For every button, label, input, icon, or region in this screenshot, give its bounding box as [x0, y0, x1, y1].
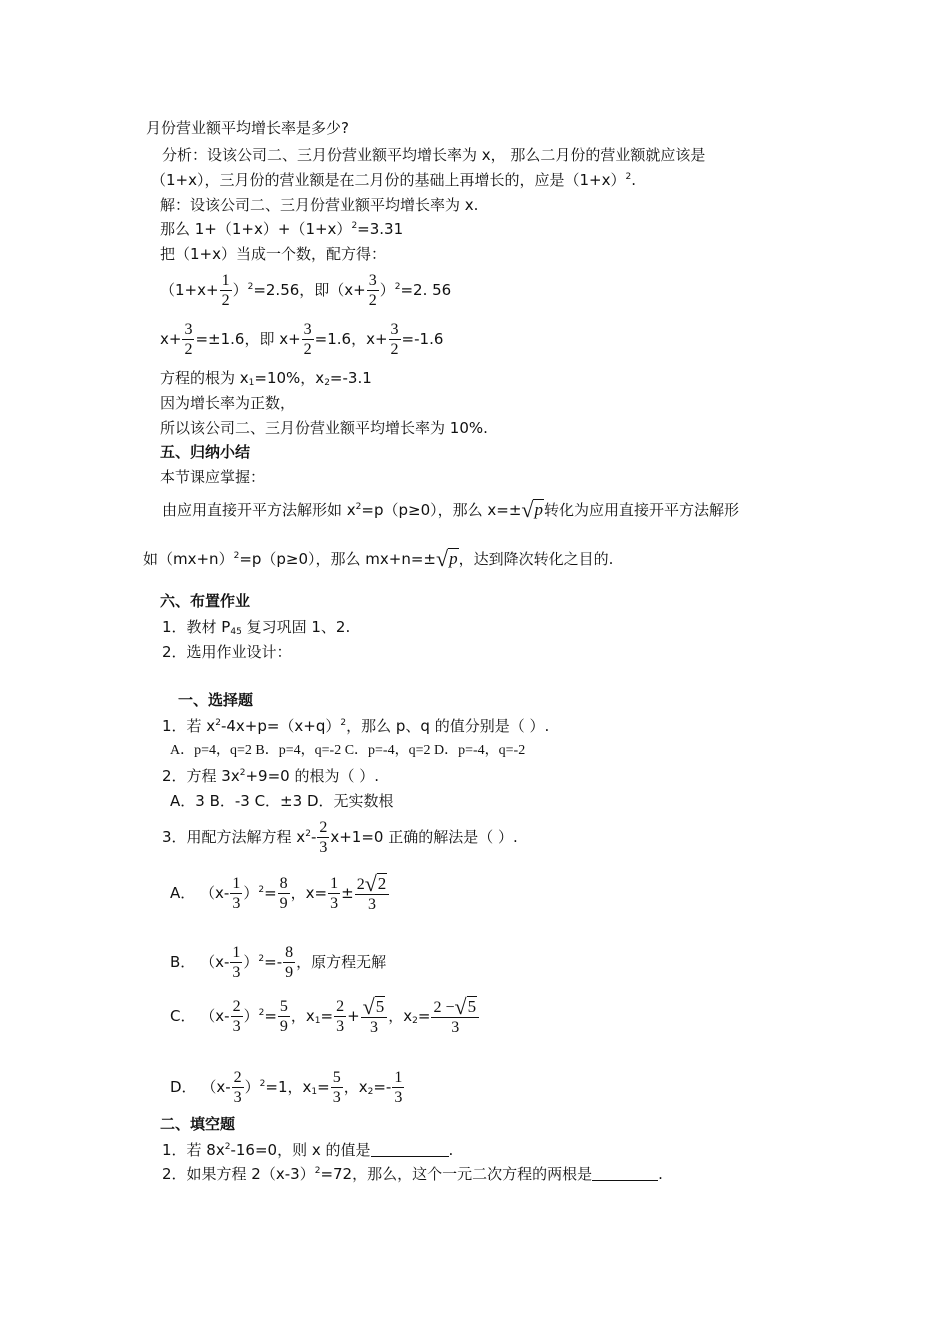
question-3: 3．用配方法解方程 $x^2-$ $\frac{2}{3}$ x+1=0 正确的解法是（ ）.	[162, 819, 518, 856]
fraction: $\frac{1}{3}$	[232, 875, 241, 912]
fraction: $\frac{5}{9}$	[279, 998, 288, 1035]
sqrt-p: √p	[436, 546, 458, 571]
homework-item-2: 2．选用作业设计：	[162, 643, 292, 661]
conclusion-line: 所以该公司二、三月份营业额平均增长率为 10%.	[160, 419, 488, 437]
section-heading-fill: 二、填空题	[160, 1115, 236, 1133]
roots-line: 方程的根为 $x_1=10\%$，$x_2=-3.1$	[160, 369, 372, 388]
option-b: B． （x- $\frac{1}{3}$ ）$^2$=- $\frac{8}{9}$ ，原方程无解	[170, 944, 387, 981]
equation-line: （1+x+ $\frac{1}{2}$ ）$^2$=2.56，即（x+ $\frac{3}{2}$ ）$^2$=2. 56	[160, 272, 452, 309]
fraction: $\frac{3}{2}$	[184, 321, 193, 358]
option-d: D． （x- $\frac{2}{3}$ ）$^2$=1，$x_1=$ $\frac{5}{3}$ ，$x_2=-$ $\frac{1}{3}$	[170, 1069, 403, 1106]
summary-line-2: 如$(mx+n)^2=p(p\ge 0)$，那么 mx+n=±√p，达到降次转化之目的.	[143, 546, 614, 571]
question-2: 2．方程 $3x^2+9=0$ 的根为（ ）.	[162, 767, 379, 785]
option-c: C． （x- $\frac{2}{3}$ ）$^2$= $\frac{5}{9}$ ，$x_1=$ $\frac{2}{3}$ + $\frac{√5}{3}$ ，$x_2=$ $\frac{2 -√5}{3}$	[170, 991, 480, 1041]
fraction: $\frac{3}{2}$	[390, 321, 399, 358]
question-1: 1．若 $x^2-4x+p=(x+q)^2$，那么 p、q 的值分别是（ ）.	[162, 717, 550, 735]
sqrt-p: √p	[521, 497, 543, 522]
summary-line: 由应用直接开平方法解形如 $x^2=p(p\ge 0)$，那么 x=±√p转化为应用直接开平方法解形	[162, 497, 739, 522]
section-heading-summary: 五、归纳小结	[160, 443, 251, 461]
text-line: 把（1+x）当成一个数，配方得：	[160, 245, 386, 263]
fill-question-2: 2．如果方程 $2(x-3)^2=72$，那么，这个一元二次方程的两根是 .	[162, 1165, 663, 1183]
question-1-options: A．p=4，q=2 B．p=4，q=-2 C．p=-4，q=2 D．p=-4，q=-2	[170, 743, 526, 758]
answer-blank[interactable]	[371, 1142, 449, 1157]
solution-line: 解：设该公司二、三月份营业额平均增长率为 x.	[160, 196, 479, 214]
fraction-sqrt: $\frac{2√2}{3}$	[355, 874, 390, 914]
text-line: 因为增长率为正数，	[160, 394, 296, 412]
option-a: A． （x- $\frac{1}{3}$ ）$^2$= $\frac{8}{9}$ ，x= $\frac{1}{3}$ ± $\frac{2√2}{3}$	[170, 868, 390, 918]
fraction-sqrt: $\frac{√5}{3}$	[361, 997, 388, 1037]
fraction: $\frac{5}{3}$	[332, 1069, 341, 1106]
fraction: $\frac{3}{2}$	[368, 272, 377, 309]
homework-item-1: 1．教材 $P_{45}$ 复习巩固 1、2.	[162, 618, 351, 637]
answer-blank[interactable]	[592, 1166, 658, 1181]
fraction: $\frac{2}{3}$	[232, 998, 241, 1035]
fraction: $\frac{1}{3}$	[394, 1069, 403, 1106]
equation-line: x+ $\frac{3}{2}$ =±1.6，即 x+ $\frac{3}{2}$ =1.6，x+ $\frac{3}{2}$ =-1.6	[160, 321, 444, 358]
fraction: $\frac{8}{9}$	[279, 875, 288, 912]
fill-question-1: 1．若 $8x^2-16=0$，则 x 的值是 .	[162, 1141, 454, 1159]
fraction: $\frac{2}{3}$	[233, 1069, 242, 1106]
analysis-line-2: （1+x），三月份的营业额是在二月份的基础上再增长的，应是$(1+x)^2$.	[151, 171, 636, 189]
question-2-options: A．3 B．-3 C．±3 D．无实数根	[170, 792, 394, 810]
fraction: $\frac{1}{3}$	[232, 944, 241, 981]
section-heading-homework: 六、布置作业	[160, 592, 251, 610]
fraction: $\frac{8}{9}$	[285, 944, 294, 981]
equation-line: 那么 $1+(1+x)+(1+x)^2=3.31$	[160, 220, 404, 238]
text-line: 月份营业额平均增长率是多少?	[146, 119, 349, 137]
fraction: $\frac{1}{3}$	[330, 875, 339, 912]
fraction: $\frac{1}{2}$	[221, 272, 230, 309]
text-line: 本节课应掌握：	[160, 468, 266, 486]
fraction: $\frac{3}{2}$	[303, 321, 312, 358]
analysis-line: 分析：设该公司二、三月份营业额平均增长率为 x， 那么二月份的营业额就应该是	[162, 146, 706, 164]
fraction: $\frac{2}{3}$	[319, 819, 328, 856]
section-heading-choice: 一、选择题	[178, 691, 254, 709]
fraction: $\frac{2}{3}$	[336, 998, 345, 1035]
fraction-sqrt: $\frac{2 -√5}{3}$	[431, 997, 479, 1037]
